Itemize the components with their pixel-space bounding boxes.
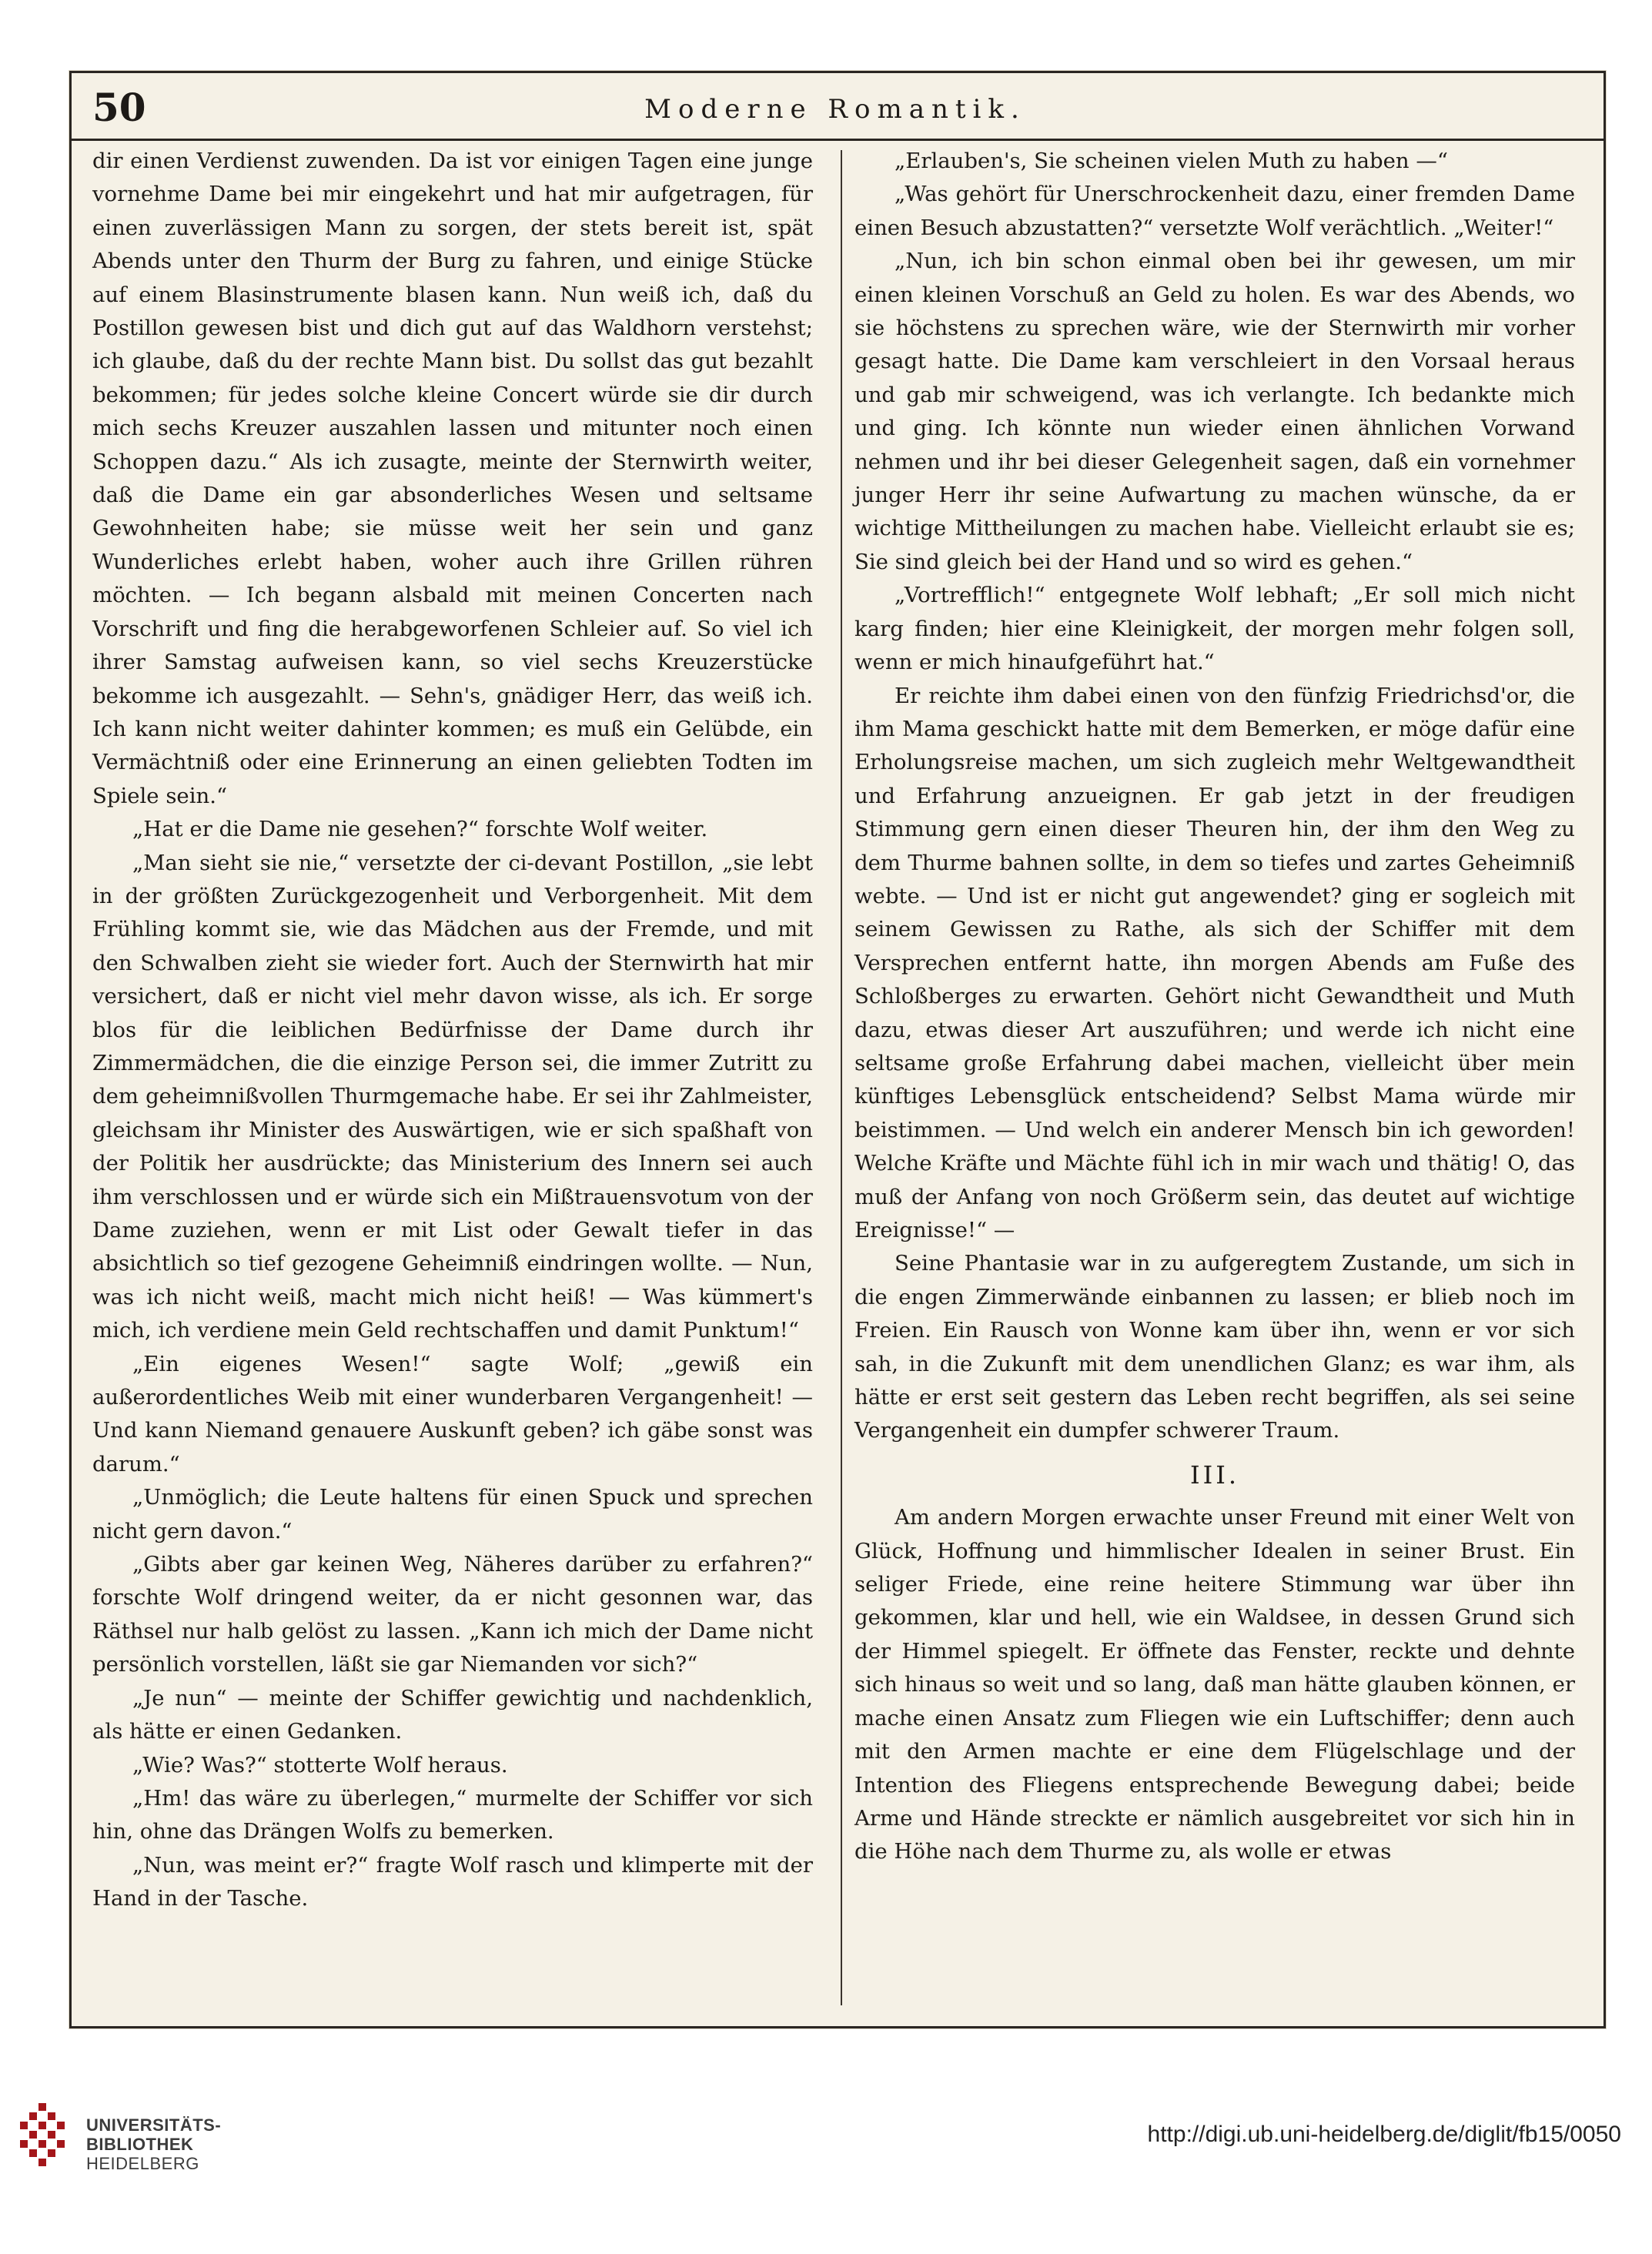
paragraph: Er reichte ihm dabei einen von den fünfzig Friedrichsd'or, die ihm Mama geschickt hatte mit dem Bemerken, er möge dafür eine Erholungsreise machen, um sich zugleich mehr Weltgewandtheit und Erfahrung anzueignen. Er gab jetzt in der freudigen Stimmung gern einen dieser Theuren hin, der ihm den Weg zu dem Thurme bahnen sollte, in dem so tiefes und zartes Geheimniß webte. — Und ist er nicht gut angewendet? ging er sogleich mit seinem Gewissen zu Rathe, als sich der Schiffer mit dem Versprechen entfernt hatte, ihn morgen Abends am Fuße des Schloßberges zu erwarten. Gehört nicht Gewandtheit und Muth dazu, etwas dieser Art auszuführen; und werde ich nicht eine seltsame große Erfahrung dabei machen, vielleicht über mein künftiges Lebensglück entscheidend? Selbst Mama würde mir beistimmen. — Und welch ein anderer Mensch bin ich geworden! Welche Kräfte und Mächte fühl ich in mir wach und thätig! O, das muß der Anfang von noch Größerm sein, das deutet auf wichtige Ereignisse!“ — [854, 683, 1575, 1242]
paragraph: „Hat er die Dame nie gesehen?“ forschte Wolf weiter. [132, 817, 708, 842]
paragraph: dir einen Verdienst zuwenden. Da ist vor einigen Tagen eine junge vornehme Dame bei mir eingekehrt und hat mir aufgetragen, für einen zuverlässigen Mann zu sorgen, der stets bereit ist, spät Abends unter den Thurm der Burg zu fahren, und einige Stücke auf einem Blasinstrumente blasen kann. Nun weiß ich, daß du Postillon gewesen bist und dich gut auf das Waldhorn verstehst; ich glaube, daß du der rechte Mann bist. Du sollst das gut bezahlt bekommen; für jedes solche kleine Concert würde sie dir durch mich sechs Kreuzer auszahlen lassen und mitunter noch einen Schoppen dazu.“ Als ich zusagte, meinte der Sternwirth weiter, daß die Dame ein gar absonderliches Wesen und seltsame Gewohnheiten habe; sie müsse weit her sein und ganz Wunderliches erlebt haben, woher auch ihre Grillen rühren möchten. — Ich begann alsbald mit meinen Concerten nach Vorschrift und fing die herabgeworfenen Schleier auf. So viel ich ihrer Samstag aufweisen kann, so viel sechs Kreuzerstücke bekomme ich ausgezahlt. — Sehn's, gnädiger Herr, das weiß ich. Ich kann nicht weiter dahinter kommen; es muß ein Gelübde, ein Vermächtniß oder eine Erinnerung an einen geliebten Todten im Spiele sein.“ [92, 149, 813, 808]
page-header [92, 85, 1578, 139]
library-line: UNIVERSITÄTS- [86, 2115, 222, 2135]
paragraph: „Hm! das wäre zu überlegen,“ murmelte der Schiffer vor sich hin, ohne das Drängen Wolfs zu bemerken. [92, 1785, 813, 1844]
paragraph: „Vortrefflich!“ entgegnete Wolf lebhaft; „Er soll mich nicht karg finden; hier eine Kleinigkeit, der morgen mehr folgen soll, wenn er mich hinaufgeführt hat.“ [854, 583, 1575, 675]
paragraph: „Man sieht sie nie,“ versetzte der ci-devant Postillon, „sie lebt in der größten Zurückgezogenheit und Verborgenheit. Mit dem Frühling kommt sie, wie das Mädchen aus der Fremde, und mit den Schwalben zieht sie wieder fort. Auch der Sternwirth hat mir versichert, daß er nicht viel mehr davon wisse, als ich. Er sorge blos für die leiblichen Bedürfnisse der Dame durch ihr Zimmermädchen, die die einzige Person sei, die immer Zutritt zu dem geheimnißvollen Thurmgemache habe. Er sei ihr Zahlmeister, gleichsam ihr Minister des Auswärtigen, wie er sich spaßhaft von der Politik her ausdrückte; das Ministerium des Innern sei auch ihm verschlossen und er würde sich ein Mißtrauensvotum von der Dame zuziehen, wenn er mit List oder Gewalt tiefer in das absichtlich so tief gezogene Geheimniß eindringen wollte. — Nun, was ich nicht weiß, macht mich nicht heiß! — Was kümmert's mich, ich verdiene mein Geld rechtschaffen und damit Punktum!“ [92, 850, 813, 1343]
library-name [86, 2115, 221, 2173]
paragraph: „Wie? Was?“ stotterte Wolf heraus. [132, 1752, 508, 1777]
paragraph: „Nun, ich bin schon einmal oben bei ihr gewesen, um mir einen kleinen Vorschuß an Geld zu holen. Es war des Abends, wo sie höchstens zu sprechen wäre, wie der Sternwirth mir vorher gesagt hatte. Die Dame kam verschleiert in den Vorsaal heraus und gab mir schweigend, was ich verlangte. Ich bedankte mich und ging. Ich könnte nun wieder einen ähnlichen Vorwand nehmen und ihr bei dieser Gelegenheit sagen, daß ein vornehmer junger Herr ihr seine Aufwartung zu machen wünsche, da er wichtige Mittheilungen zu machen habe. Vielleicht erlaubt sie es; Sie sind gleich bei der Hand und so wird es gehen.“ [854, 249, 1575, 574]
page-number: 50 [92, 85, 146, 130]
paragraph: „Nun, was meint er?“ fragte Wolf rasch und klimperte mit der Hand in der Tasche. [92, 1852, 813, 1911]
paragraph: „Unmöglich; die Leute haltens für einen Spuck und sprechen nicht gern davon.“ [92, 1485, 813, 1543]
column-divider [841, 150, 842, 2005]
paragraph: „Was gehört für Unerschrockenheit dazu, einer fremden Dame einen Besuch abzustatten?“ versetzte Wolf verächtlich. „Weiter!“ [854, 182, 1575, 240]
library-line: HEIDELBERG [86, 2154, 199, 2173]
library-line: BIBLIOTHEK [86, 2135, 194, 2154]
paragraph: „Je nun“ — meinte der Schiffer gewichtig und nachdenklich, als hätte er einen Gedanken. [92, 1685, 813, 1744]
university-seal-logo [15, 2103, 69, 2169]
paragraph: Seine Phantasie war in zu aufgeregtem Zustande, um sich in die engen Zimmerwände einbannen zu lassen; er blieb noch im Freien. Ein Rausch von Wonne kam über ihn, wenn er vor sich sah, in die Zukunft mit dem unendlichen Glanz; es war ihm, als hätte er erst seit gestern das Leben recht begriffen, als sei seine Vergangenheit ein dumpfer schwerer Traum. [854, 1251, 1575, 1443]
right-column [854, 145, 1575, 1869]
left-column [92, 145, 813, 1916]
paragraph: Am andern Morgen erwachte unser Freund mit einer Welt von Glück, Hoffnung und himmlischer Idealen in seiner Brust. Ein seliger Friede, eine reine heitere Stimmung war über ihn gekommen, klar und hell, wie ein Waldsee, in dessen Grund sich der Himmel spiegelt. Er öffnete das Fenster, reckte und dehnte sich hinaus so weit und so lang, daß man hätte glauben können, er mache einen Ansatz zum Fliegen wie ein Luftschiffer; denn auch mit den Armen machte er eine dem Flügelschlage und der Intention des Fliegens entsprechende Bewegung dabei; beide Arme und Hände streckte er nämlich ausgebreitet vor sich hin in die Höhe nach dem Thurme zu, als wolle er etwas [854, 1505, 1575, 1864]
paragraph: „Erlauben's, Sie scheinen vielen Muth zu haben —“ [895, 149, 1448, 173]
section-heading: III. [1189, 1460, 1240, 1490]
source-url-link[interactable]: http://digi.ub.uni-heidelberg.de/diglit/fb15/0050 [1147, 2122, 1621, 2147]
paragraph: „Ein eigenes Wesen!“ sagte Wolf; „gewiß ein außerordentliches Weib mit einer wunderbaren Vergangenheit! — Und kann Niemand genauere Auskunft geben? ich gäbe sonst was darum.“ [92, 1351, 813, 1476]
paragraph: „Gibts aber gar keinen Weg, Näheres darüber zu erfahren?“ forschte Wolf dringend weiter, da er nicht gesonnen war, das Räthsel nur halb gelöst zu lassen. „Kann ich mich der Dame nicht persönlich vorstellen, läßt sie gar Niemanden vor sich?“ [92, 1552, 813, 1677]
header-rule [69, 139, 1606, 141]
running-title: Moderne Romantik. [644, 94, 1026, 125]
footer [0, 2078, 1652, 2254]
top-rule [69, 71, 1606, 73]
